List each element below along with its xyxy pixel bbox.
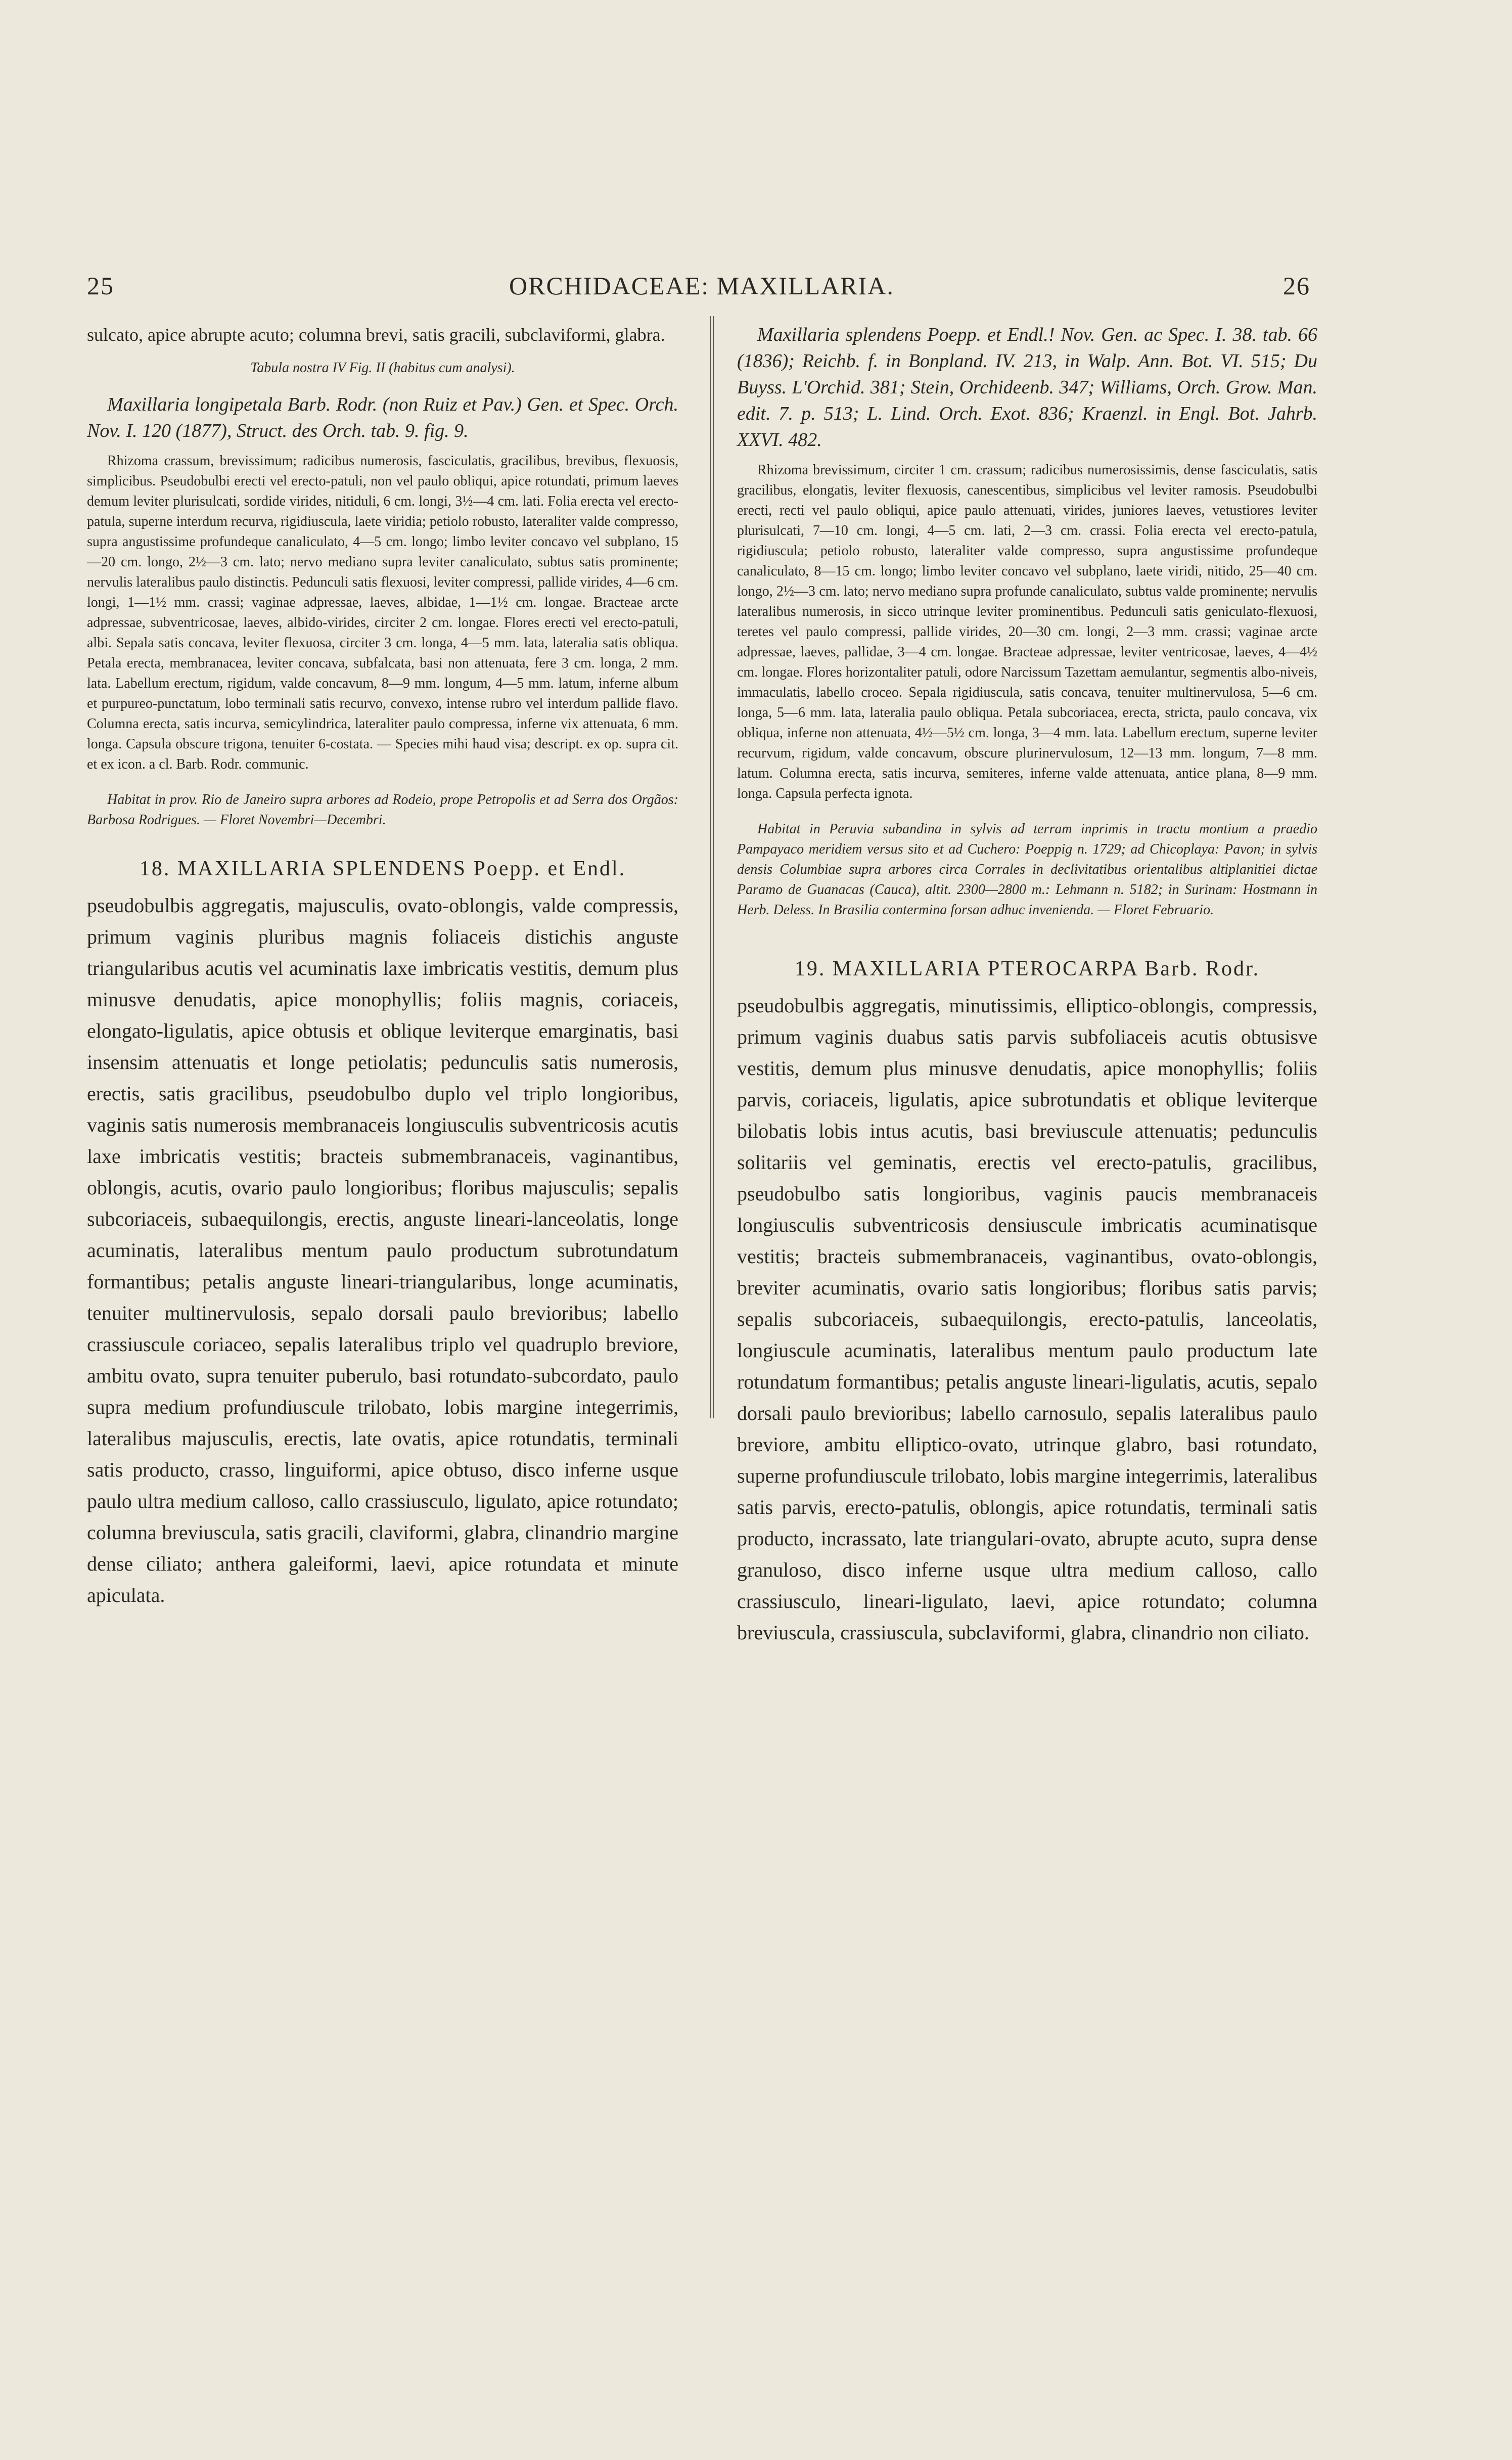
left-column bbox=[87, 322, 678, 1618]
species-heading: 18. MAXILLARIA SPLENDENS Poepp. et Endl. bbox=[139, 857, 626, 880]
synonym-reference: Maxillaria splendens Poepp. et Endl.! Nov. Gen. ac Spec. I. 38. tab. 66 (1836); Reichb. f. in Bonpland. IV. 213, in Walp. Ann. Bot. VI. 515; Du Buyss. L'Orchid. 381; Stein, Orchideenb. 347; Williams, Orch. Grow. Man. edit. 7. p. 513; L. Lind. Orch. Exot. 836; Kraenzl. in Engl. Bot. Jahrb. XXVI. 482. bbox=[737, 324, 1317, 451]
species-diagnosis: pseudobulbis aggregatis, minutissimis, elliptico-oblongis, compressis, primum vaginis duabus satis parvis subfoliaceis acutis obtusisve vestitis, demum plus minusve denudatis, apice monophyllis; foliis parvis, coriaceis, ligulatis, apice subrotundatis et oblique leviterque bilobatis lobis intus acutis, basi breviuscule attenuatis; pedunculis solitariis vel geminatis, erectis vel erecto-patulis, gracilibus, pseudobulbo satis longioribus, vaginis paucis membranaceis longiusculis subventricosis densiuscule imbricatis acuminatisque vestitis; bracteis submembranaceis, vaginantibus, ovato-oblongis, breviter acuminatis, ovario satis longioribus; floribus satis parvis; sepalis subcoriaceis, subaequilongis, erecto-patulis, lanceolatis, longiuscule acuminatis, lateralibus mentum paulo productum late rotundatum formantibus; petalis anguste lineari-ligulatis, acutis, sepalo dorsali paulo brevioribus; labello carnosulo, sepalis lateralibus paulo breviore, ambitu elliptico-ovato, utrinque glabro, basi rotundato, superne profundiuscule trilobato, lobis margine integerrimis, lateralibus satis parvis, erecto-patulis, oblongis, apice rotundatis, terminali satis producto, incrassato, late triangulari-ovato, abrupte acuto, supra dense granuloso, disco inferne usque ultra medium calloso, callo crassiusculo, lineari-ligulato, laevi, apice rotundato; columna breviuscula, crassiuscula, subclaviformi, glabra, clinandrio non ciliato. bbox=[737, 994, 1317, 1644]
species-diagnosis: pseudobulbis aggregatis, majusculis, ovato-oblongis, valde compressis, primum vaginis pluribus magnis foliaceis distichis anguste triangularibus acutis vel acuminatis laxe imbricatis vestitis, demum plus minusve denudatis, apice monophyllis; foliis magnis, coriaceis, elongato-ligulatis, apice obtusis et oblique leviterque emarginatis, basi insensim attenuatis et longe petiolatis; pedunculis satis numerosis, erectis, satis gracilibus, pseudobulbo duplo vel triplo longioribus, vaginis satis numerosis membranaceis longiusculis subventricosis acutis laxe imbricatis vestitis; bracteis submembranaceis, vaginantibus, oblongis, acutis, ovario paulo longioribus; floribus majusculis; sepalis subcoriaceis, subaequilongis, erectis, anguste lineari-lanceolatis, longe acuminatis, lateralibus mentum paulo productum subrotundatum formantibus; petalis anguste lineari-triangularibus, longe acuminatis, tenuiter multinervulosis, sepalo dorsali paulo brevioribus; labello crassiuscule coriaceo, sepalis lateralibus triplo vel quadruplo breviore, ambitu ovato, supra tenuiter puberulo, basi rotundato-subcordato, paulo supra medium profundiuscule trilobato, lobis margine integerrimis, lateralibus majusculis, erectis, late ovatis, apice rotundatis, terminali satis producto, crasso, linguiformi, apice obtuso, disco inferne usque paulo ultra medium calloso, callo crassiusculo, ligulato, apice rotundato; columna breviuscula, satis gracili, claviformi, glabra, clinandrio margine dense ciliato; anthera galeiformi, laevi, apice rotundata et minute apiculata. bbox=[87, 894, 678, 1606]
page-header bbox=[87, 271, 1310, 311]
right-column bbox=[737, 322, 1317, 1656]
habitat-note: Habitat in Peruvia subandina in sylvis ad terram inprimis in tractu montium a praedio Pampayaco meridiem versus sito et ad Cuchero: Poeppig n. 1729; ad Chicoplaya: Pavon; in sylvis densis Columbiae supra arbores circa Corrales in declivitatibus orientalibus altiplanitiei dictae Paramo de Guanacas (Cauca), altit. 2300—2800 m.: Lehmann n. 5182; in Surinam: Hostmann in Herb. Deless. In Brasilia contermina forsan adhuc invenienda. — Floret Februario. bbox=[737, 821, 1317, 918]
page-number-right: 26 bbox=[1283, 272, 1310, 300]
column-divider bbox=[710, 316, 714, 1418]
species-heading: 19. MAXILLARIA PTEROCARPA Barb. Rodr. bbox=[794, 957, 1260, 980]
habitat-note: Habitat in prov. Rio de Janeiro supra arbores ad Rodeio, prope Petropolis et ad Serra dos Orgãos: Barbosa Rodrigues. — Floret Novembri—Decembri. bbox=[87, 792, 678, 828]
synonym-reference: Maxillaria longipetala Barb. Rodr. (non Ruiz et Pav.) Gen. et Spec. Orch. Nov. I. 120 (1877), Struct. des Orch. tab. 9. fig. 9. bbox=[87, 394, 678, 441]
continued-text: sulcato, apice abrupte acuto; columna brevi, satis gracili, subclaviformi, glabra. bbox=[87, 325, 665, 345]
page-number-left: 25 bbox=[87, 272, 114, 300]
running-title: ORCHIDACEAE: MAXILLARIA. bbox=[509, 272, 894, 300]
plate-reference: Tabula nostra IV Fig. II (habitus cum analysi). bbox=[250, 360, 515, 376]
species-description: Rhizoma brevissimum, circiter 1 cm. crassum; radicibus numerosissimis, dense fasciculatis, satis gracilibus, elongatis, leviter flexuosis, canescentibus, simplicibus vel leviter ramosis. Pseudobulbi erecti, recti vel paulo obliqui, apice paulo attenuati, virides, juniores laeves, vetustiores leviter plurisulcati, 7—10 cm. longi, 4—5 cm. lati, 2—3 cm. crassi. Folia erecta vel erecto-patula, rigidiuscula; petiolo robusto, lateraliter valde compresso, supra angustissime profundeque canaliculato, 8—15 cm. longo; limbo leviter concavo vel subplano, laete viridi, nitido, 25—40 cm. longo, 2½—3 cm. lato; nervo mediano supra profunde canaliculato, subtus valde prominente; nervulis lateralibus numerosis, in sicco utrinque leviter prominentibus. Pedunculi satis geniculato-flexuosi, teretes vel paulo compressi, pallide virides, 20—30 cm. longi, 2—3 mm. crassi; vaginae arcte adpressae, laeves, pallidae, 3—4 cm. longae. Bracteae adpressae, leviter ventricosae, laeves, 4—4½ cm. longae. Flores horizontaliter patuli, odore Narcissum Tazettam aemulantur, segmentis albo-niveis, immaculatis, labello croceo. Sepala rigidiuscula, satis concava, tenuiter multinervulosa, 5—6 cm. longa, 5—6 mm. lata, lateralia paulo obliqua. Petala subcoriacea, erecta, stricta, paulo concava, vix obliqua, inferne non attenuata, 4½—5½ cm. longa, 3—4 mm. lata. Labellum erectum, superne leviter recurvum, rigidum, valde concavum, obscure plurinervulosum, 12—13 mm. longum, 7—8 mm. latum. Columna erecta, satis incurva, semiteres, inferne valde attenuata, antice plana, 8—9 mm. longa. Capsula perfecta ignota. bbox=[737, 462, 1317, 801]
species-description: Rhizoma crassum, brevissimum; radicibus numerosis, fasciculatis, gracilibus, brevibus, flexuosis, simplicibus. Pseudobulbi erecti vel erecto-patuli, non vel paulo obliqui, apice rotundati, primum laeves demum leviter plurisulcati, sordide virides, nitiduli, 6 cm. longi, 3½—4 cm. lati. Folia erecta vel erecto-patula, superne interdum recurva, rigidiuscula, laete viridia; petiolo robusto, lateraliter valde compresso, supra angustissime profundeque canaliculato, 4—5 cm. longo; limbo leviter concavo vel subplano, 15—20 cm. longo, 2½—3 cm. lato; nervo mediano supra leviter canaliculato, subtus satis prominente; nervulis lateralibus paulo distinctis. Pedunculi satis flexuosi, leviter compressi, pallide virides, 4—6 cm. longi, 1—1½ mm. crassi; vaginae adpressae, laeves, albidae, 1—1½ cm. longae. Bracteae arcte adpressae, subventricosae, laeves, albido-virides, circiter 2 cm. longae. Flores erecti vel erecto-patuli, albi. Sepala satis concava, leviter flexuosa, circiter 3 cm. longa, 4—5 mm. lata, lateralia satis obliqua. Petala erecta, membranacea, leviter concava, subfalcata, basi non attenuata, fere 3 cm. longa, 2 mm. lata. Labellum erectum, rigidum, valde concavum, 8—9 mm. longum, 4—5 mm. latum, inferne album et purpureo-punctatum, lobo terminali satis recurvo, convexo, intense rubro vel interdum pallide flavo. Columna erecta, satis incurva, semicylindrica, lateraliter paulo compressa, inferne vix attenuata, 6 mm. longa. Capsula obscure trigona, tenuiter 6-costata. — Species mihi haud visa; descript. ex op. supra cit. et ex icon. a cl. Barb. Rodr. communic. bbox=[87, 453, 678, 772]
